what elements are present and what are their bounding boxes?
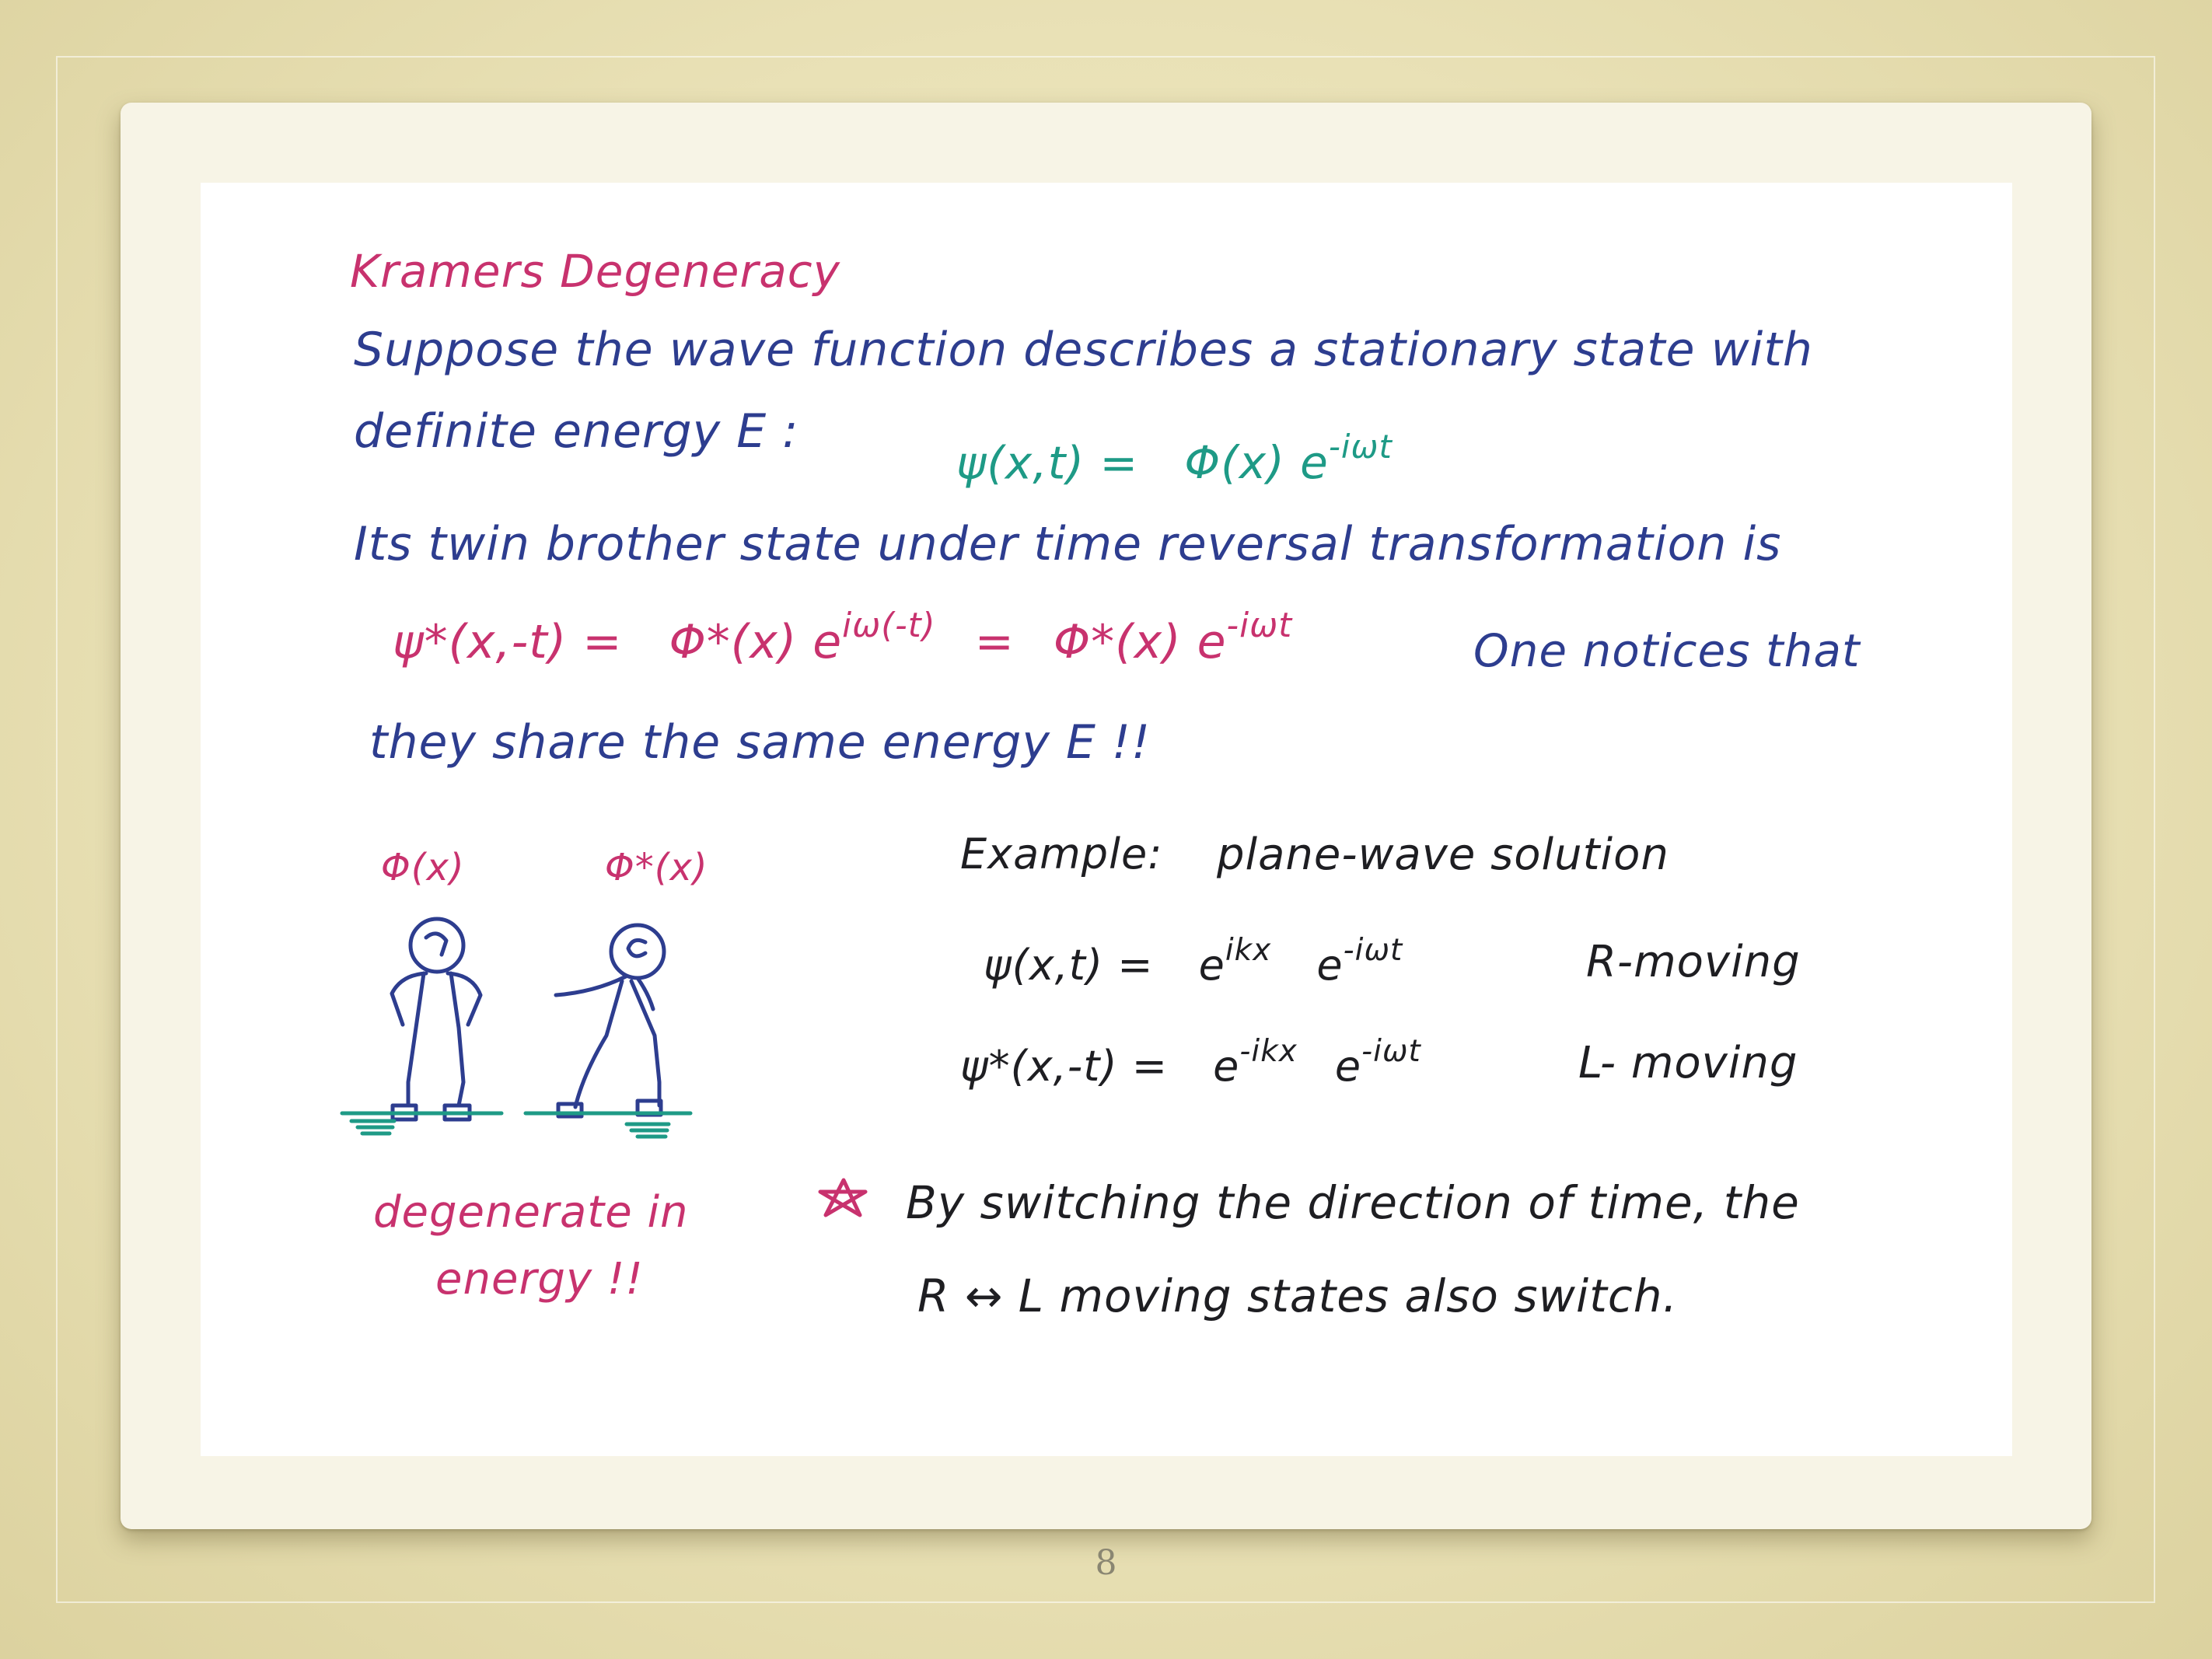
figure-left-leg-l: [408, 973, 424, 1105]
eq2-lhs: ψ*(x,-t) =: [393, 615, 623, 669]
eq2-rhs-exp: -iωt: [1226, 606, 1293, 645]
note-line-b: R ↔ L moving states also switch.: [917, 1270, 1678, 1322]
slide-title: Kramers Degeneracy: [350, 245, 840, 298]
note-line-a: By switching the direction of time, the: [906, 1176, 1800, 1229]
intro-line-1: Suppose the wave function describes a stationary state with: [354, 323, 1813, 377]
figure-caption-a: degenerate in: [373, 1187, 689, 1238]
figure-right-arm-l: [556, 976, 626, 995]
figure-label-right: Φ*(x): [605, 846, 708, 889]
figure-right-leg-l: [575, 981, 622, 1107]
example-title: plane-wave solution: [1217, 830, 1669, 880]
figure-left: [392, 919, 480, 1119]
eq2-equals: =: [974, 615, 1015, 669]
row2-e1: e: [1213, 1042, 1240, 1091]
star-icon: [820, 1180, 865, 1215]
row2-e2-exp: -iωt: [1361, 1034, 1421, 1070]
example-row-1: [984, 933, 1403, 990]
figure-left-leg-r: [451, 973, 463, 1105]
notice-line-a: One notices that: [1473, 624, 1861, 677]
row2-e2: e: [1334, 1042, 1362, 1091]
eq2-rhs: Φ*(x) e: [1053, 615, 1227, 669]
figure-right-leg-r: [631, 981, 659, 1105]
row2-label: L- moving: [1578, 1038, 1798, 1088]
row1-e2: e: [1316, 941, 1344, 990]
row2-e1-exp: -ikx: [1239, 1034, 1298, 1070]
clockwise-arrow-icon: [426, 934, 446, 955]
example-row-2: [960, 1034, 1421, 1091]
row1-label: R-moving: [1586, 937, 1801, 987]
figure-label-left: Φ(x): [381, 846, 465, 889]
eq2-mid: Φ*(x) e: [669, 615, 843, 669]
eq1-rhs: Φ(x) e: [1184, 436, 1329, 490]
counterclockwise-arrow-icon: [628, 940, 645, 956]
intro-line-3: Its twin brother state under time reversal transformation is: [354, 517, 1782, 571]
row1-e2-exp: -iωt: [1343, 933, 1403, 969]
intro-line-2: definite energy E :: [354, 404, 799, 459]
figure-right: [556, 925, 664, 1116]
figure-caption-b: energy !!: [435, 1254, 644, 1304]
notice-line-b: they share the same energy E !!: [369, 715, 1151, 770]
row1-e1-exp: ikx: [1225, 933, 1272, 969]
figure-left-head: [411, 919, 463, 972]
eq1-lhs: ψ(x,t) =: [956, 436, 1139, 490]
eq1-exp: -iωt: [1328, 427, 1393, 466]
example-header: Example:: [960, 830, 1163, 878]
row1-e1: e: [1198, 941, 1225, 990]
row1-lhs: ψ(x,t) =: [984, 941, 1154, 990]
figure-right-head: [611, 925, 664, 978]
row2-lhs: ψ*(x,-t) =: [960, 1042, 1168, 1091]
eq2-mid-exp: iω(-t): [842, 606, 936, 645]
page-number: 8: [1095, 1543, 1117, 1583]
